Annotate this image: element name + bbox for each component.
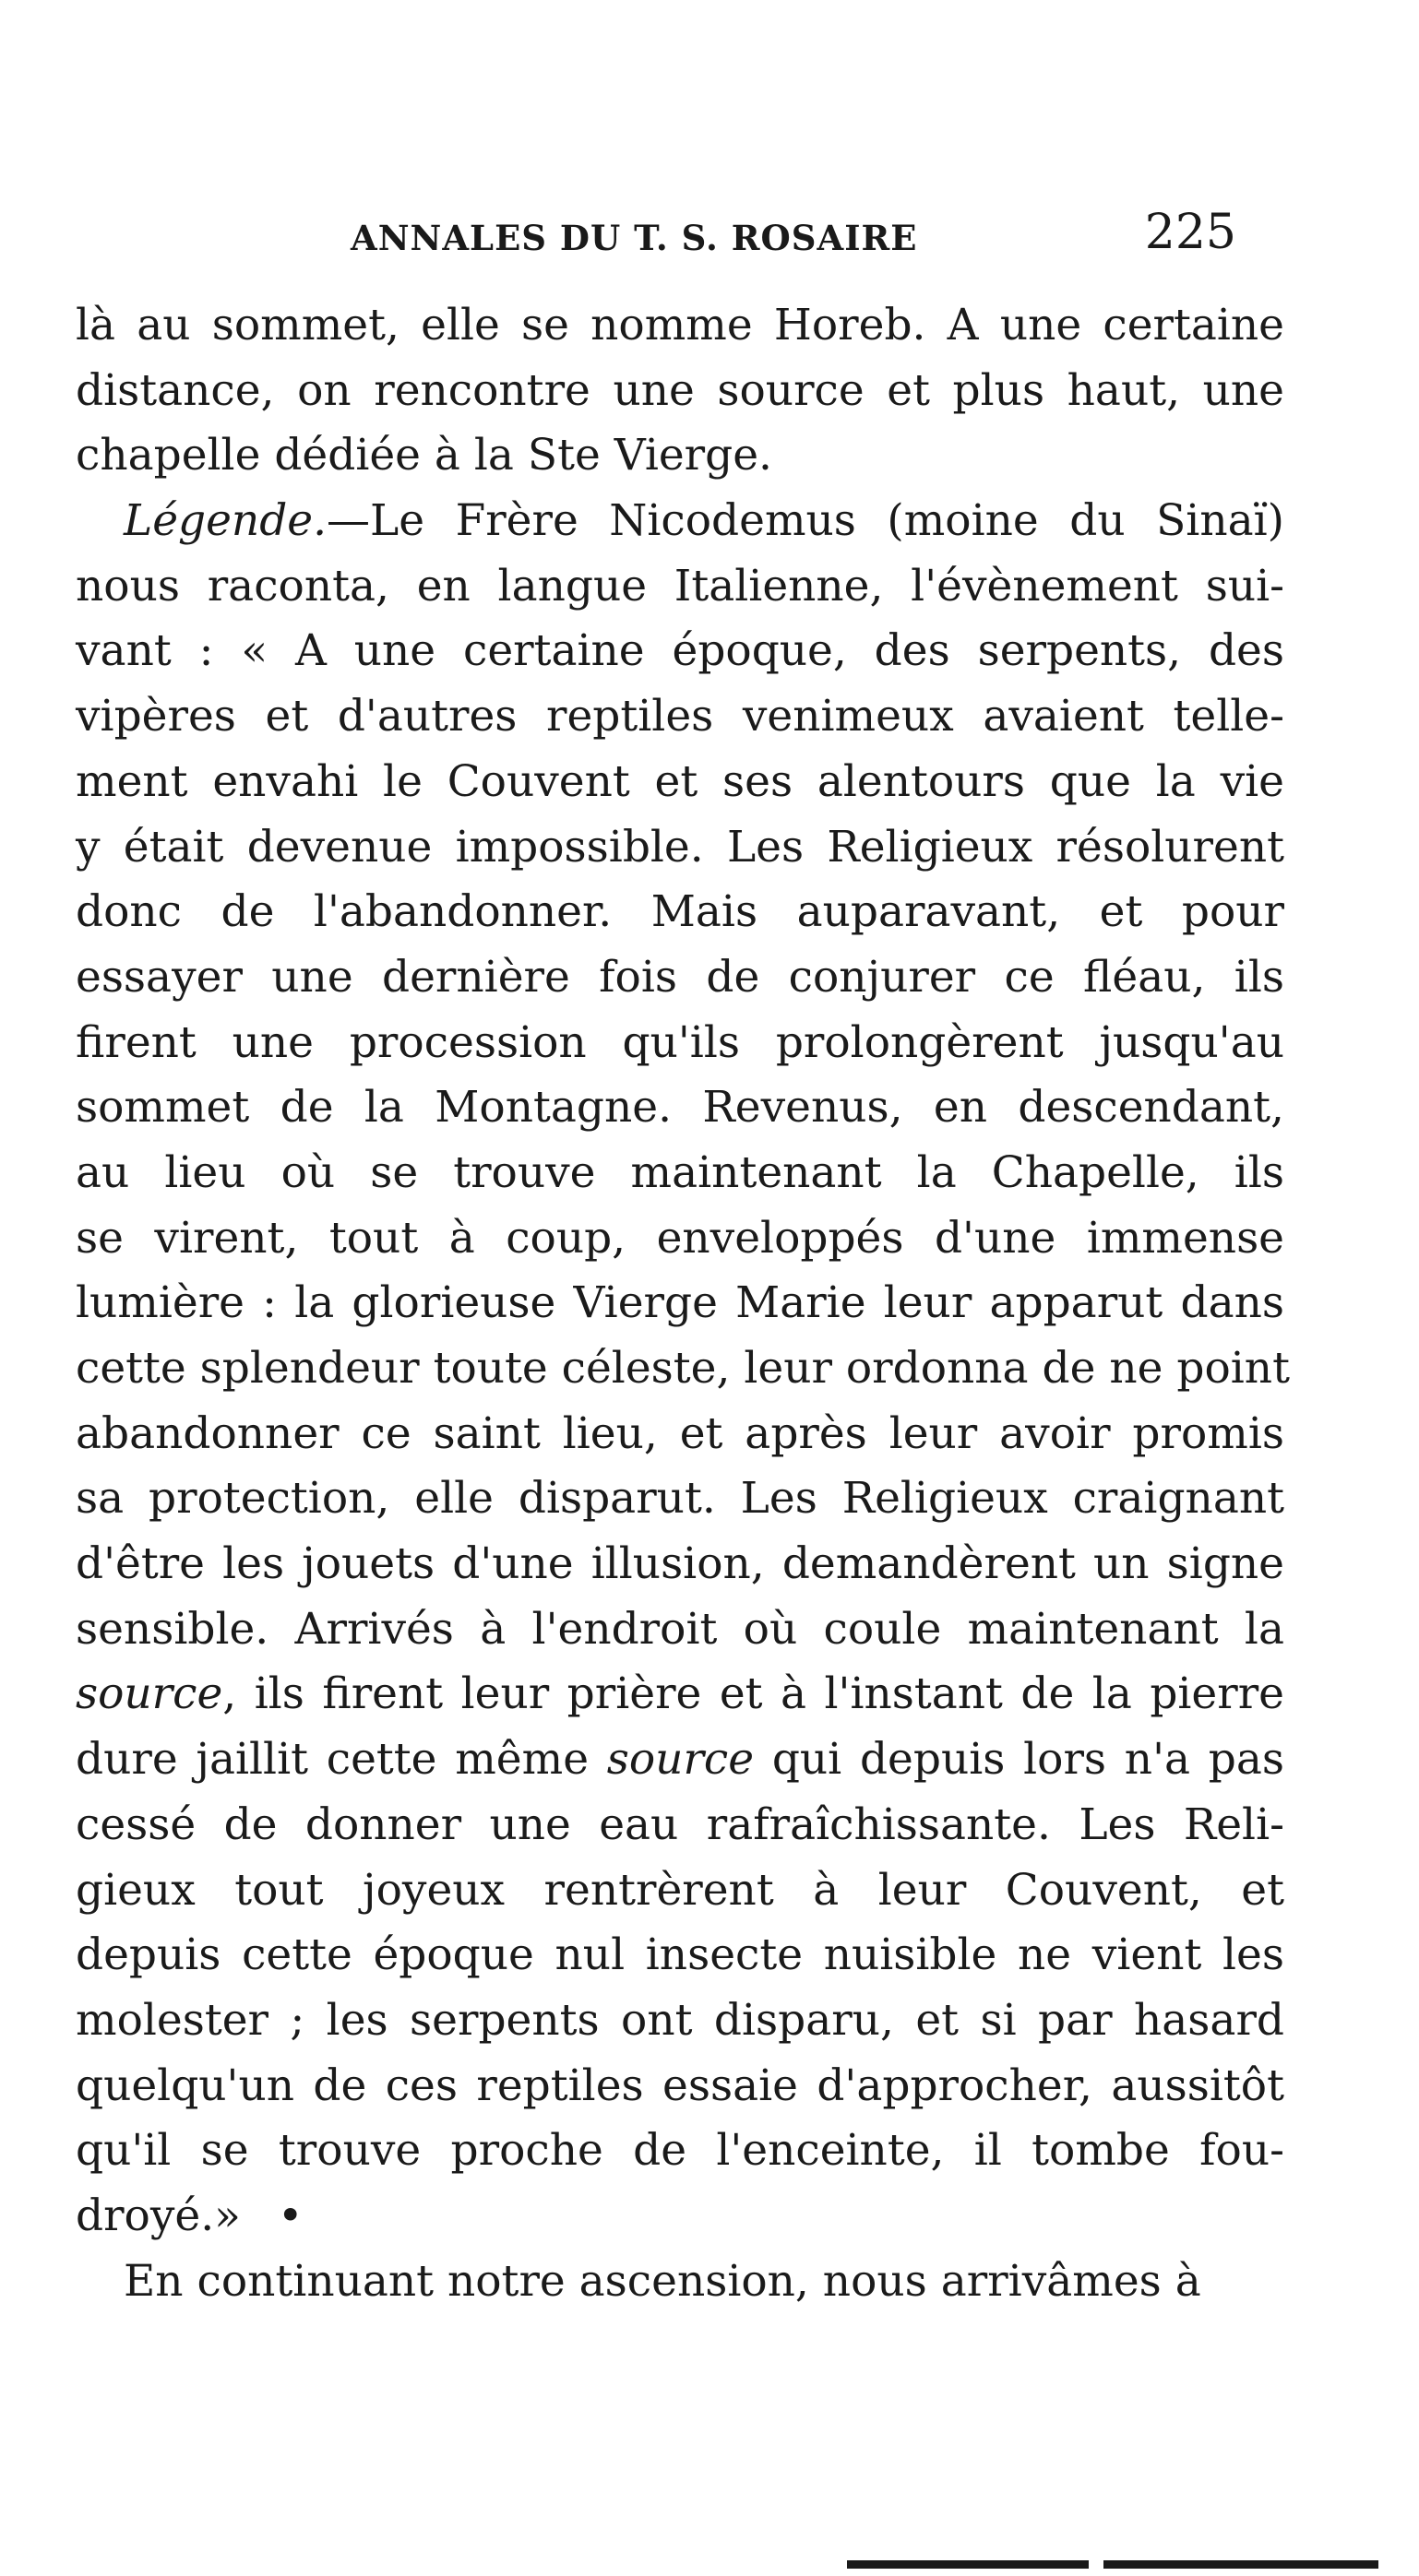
text-line: au lieu où se trouve maintenant la Chapelle, ils [76, 1146, 1284, 1198]
text-line: vipères et d'autres reptiles venimeux avaient telle- [76, 691, 1284, 742]
italic-source: source [76, 1668, 223, 1720]
running-title: ANNALES DU T. S. ROSAIRE [351, 218, 918, 258]
text-line: abandonner ce saint lieu, et après leur avoir promis [76, 1407, 1284, 1459]
text-segment: , ils firent leur prière et à l'instant de la pierre [222, 1668, 1284, 1720]
text-line: molester ; les serpents ont disparu, et si par hasard [76, 1994, 1284, 2046]
text-line: depuis cette époque nul insecte nuisible ne vient les [76, 1929, 1284, 1981]
stray-mark: • [277, 2190, 304, 2241]
text-segment: droyé.» [76, 2190, 241, 2241]
text-line: quelqu'un de ces reptiles essaie d'approcher, aussitôt [76, 2060, 1284, 2111]
text-line: nous raconta, en langue Italienne, l'évènement sui- [76, 560, 1284, 611]
text-line: sa protection, elle disparut. Les Religieux craignant [76, 1473, 1284, 1525]
text-line: essayer une dernière fois de conjurer ce fléau, ils [76, 951, 1284, 1003]
body-text [76, 293, 1290, 2314]
text-line: distance, on rencontre une source et plus haut, une [76, 364, 1284, 416]
footer-rule [847, 2560, 1089, 2569]
italic-source: source [606, 1734, 755, 1786]
text-line: y était devenue impossible. Les Religieux résolurent [76, 821, 1284, 873]
text-line: sommet de la Montagne. Revenus, en descendant, [76, 1082, 1284, 1134]
text-line: sensible. Arrivés à l'endroit où coule maintenant la [76, 1603, 1284, 1655]
text-line: gieux tout joyeux rentrèrent à leur Couvent, et [76, 1864, 1284, 1916]
text-line: vant : « A une certaine époque, des serpents, des [76, 625, 1284, 677]
text-line: En continuant notre ascension, nous arrivâmes à [124, 2255, 1201, 2307]
text-line: d'être les jouets d'une illusion, demandèrent un signe [76, 1538, 1284, 1590]
text-line: qu'il se trouve proche de l'enceinte, il tombe fou- [76, 2125, 1284, 2177]
text-line: lumière : la glorieuse Vierge Marie leur apparut dans [76, 1277, 1284, 1329]
text-line: firent une procession qu'ils prolongèrent jusqu'au [76, 1016, 1284, 1068]
text-line [76, 489, 1284, 554]
text-segment: qui depuis lors n'a pas [754, 1734, 1284, 1786]
text-segment: —Le Frère Nicodemus (moine du Sinaï) [327, 495, 1284, 547]
text-line: ment envahi le Couvent et ses alentours que la vie [76, 755, 1284, 807]
text-line [76, 1727, 1284, 1793]
text-line: cessé de donner une eau rafraîchissante. Les Reli- [76, 1798, 1284, 1850]
page-header [351, 205, 1236, 269]
text-line: là au sommet, elle se nomme Horeb. A une certaine [76, 300, 1284, 350]
legende-heading: Légende. [124, 495, 328, 547]
text-line: se virent, tout à coup, enveloppés d'une immense [76, 1212, 1284, 1264]
text-line: cette splendeur toute céleste, leur ordonna de ne point [76, 1343, 1290, 1394]
page-number: 225 [1144, 205, 1236, 260]
text-line: donc de l'abandonner. Mais auparavant, et pour [76, 886, 1284, 938]
footer-rule [1103, 2560, 1378, 2569]
text-line [76, 1662, 1284, 1727]
text-line [76, 2184, 1284, 2250]
text-line: chapelle dédiée à la Ste Vierge. [76, 430, 772, 481]
text-segment: dure jaillit cette même [76, 1734, 607, 1786]
